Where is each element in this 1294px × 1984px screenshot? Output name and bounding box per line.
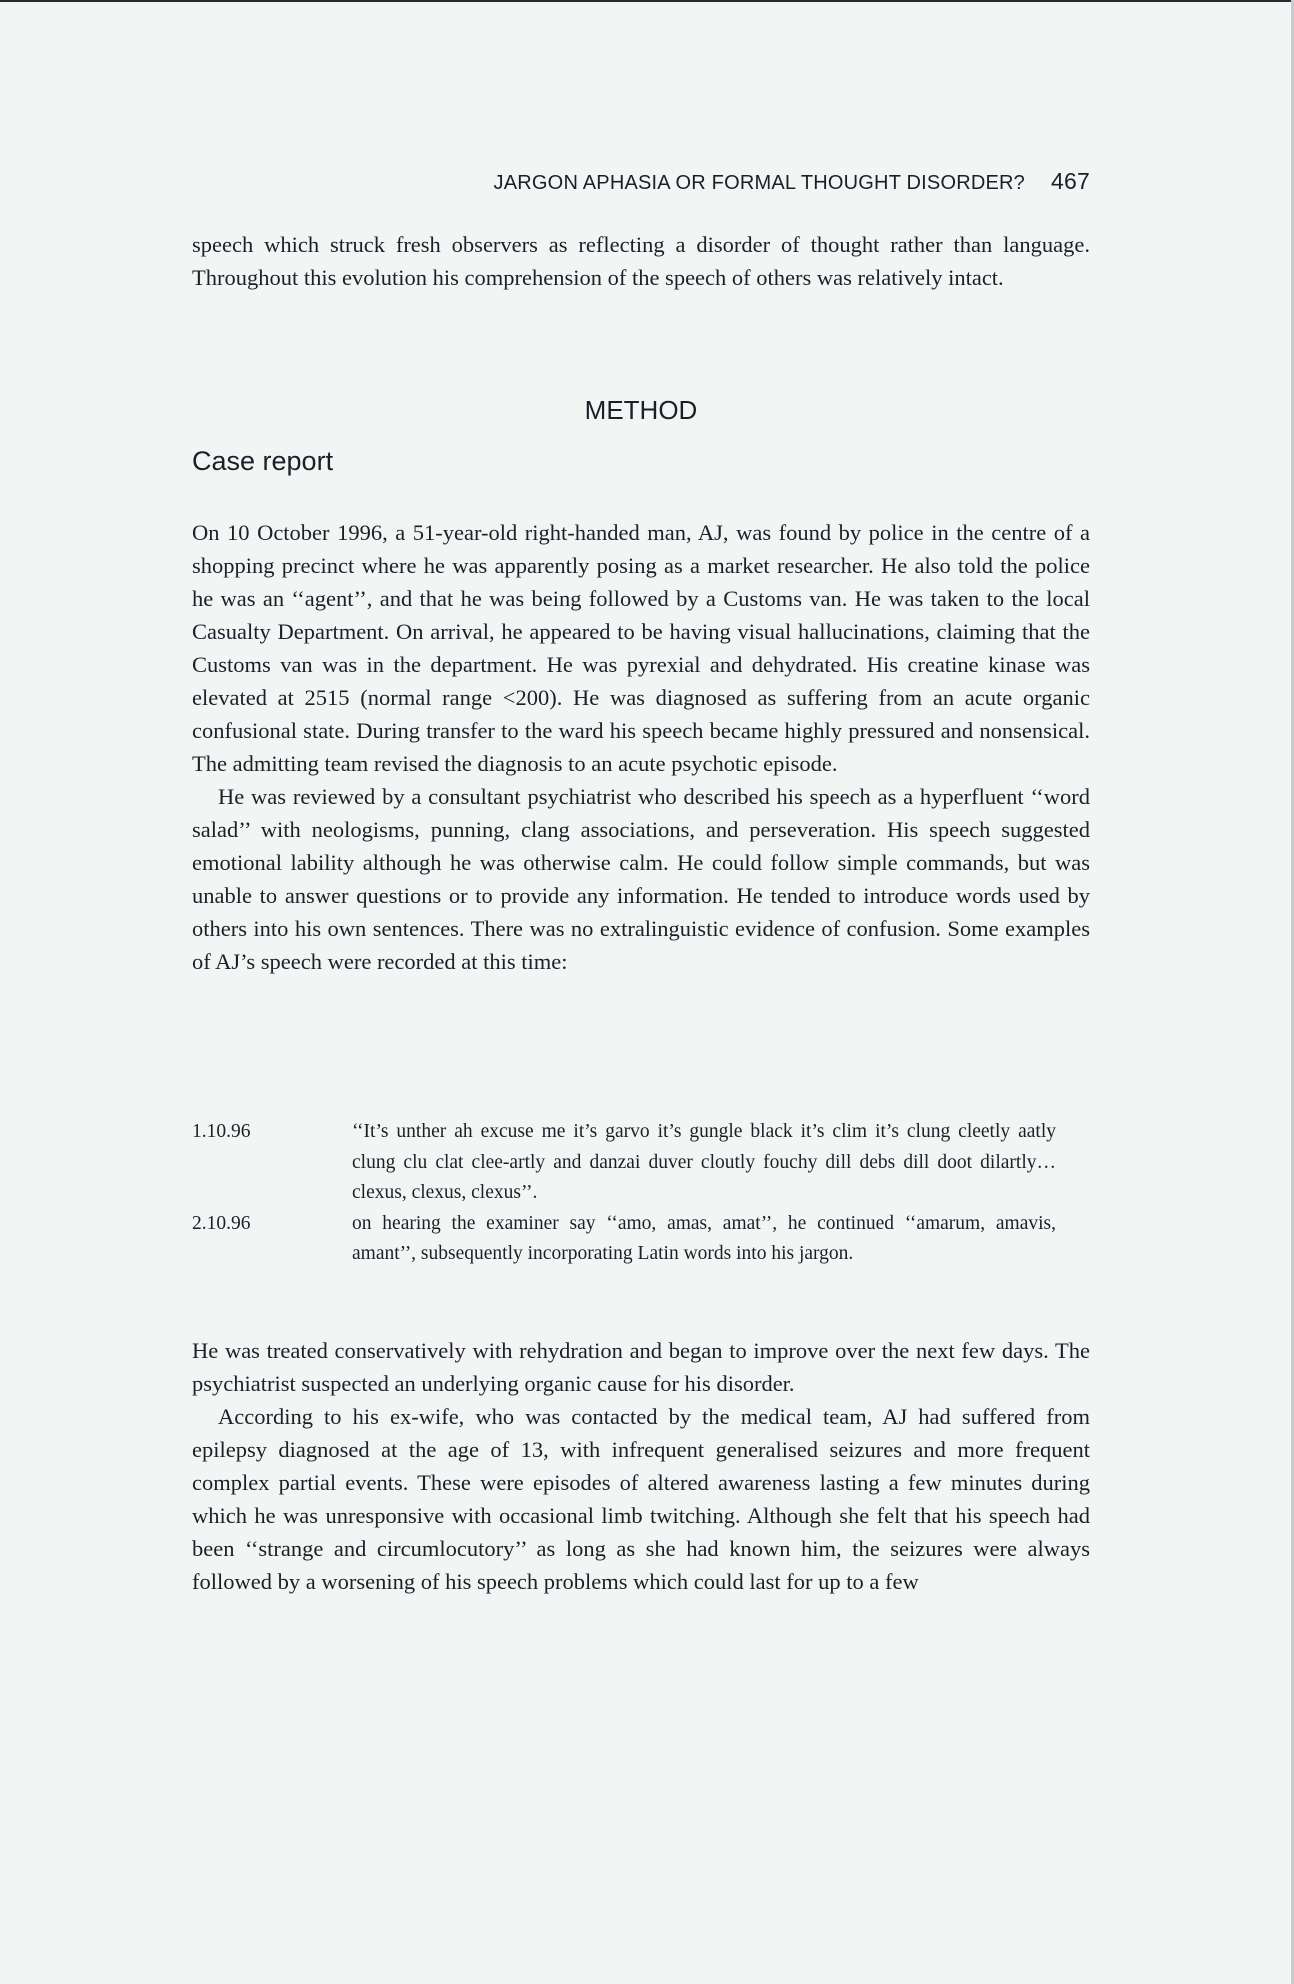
speech-example-date: 2.10.96 — [192, 1212, 251, 1234]
page-number: 467 — [1051, 168, 1090, 194]
running-header — [192, 168, 1090, 195]
case-report-continued — [192, 1334, 1090, 1598]
paragraph-history: According to his ex-wife, who was contacted by the medical team, AJ had suffered from epilepsy diagnosed at the age of 13, with infrequent generalised seizures and more frequent complex partial events. These were episodes of altered awareness lasting a few minutes during which he was unresponsive with occasional limb twitching. Although she felt that his speech had been ‘‘strange and circumlocutory’’ as long as she had known him, the seizures were always followed by a worsening of his speech problems which could last for up to a few — [192, 1404, 1090, 1594]
speech-example-text: ‘‘It’s unther ah excuse me it’s garvo it’s gungle black it’s clim it’s clung cleetly aatly clung clu clat clee-artly and danzai duver cloutly fouchy dill debs dill doot dilartly… clexus, clexus, clexus’’. — [352, 1121, 1056, 1203]
paragraph-case-intro: On 10 October 1996, a 51-year-old right-handed man, AJ, was found by police in the centre of a shopping precinct where he was apparently posing as a market researcher. He also told the police he was an ‘‘agent’’, and that he was being followed by a Customs van. He was taken to the local Casualty Department. On arrival, he appeared to be having visual hallucinations, claiming that the Customs van was in the department. He was pyrexial and dehydrated. His creatine kinase was elevated at 2515 (normal range <200). He was diagnosed as suffering from an acute organic confusional state. During transfer to the ward his speech became highly pressured and nonsensical. The admitting team revised the diagnosis to an acute psychotic episode. — [192, 520, 1090, 776]
speech-example — [192, 1117, 1056, 1209]
speech-example — [192, 1209, 1056, 1270]
intro-paragraph: speech which struck fresh observers as reflecting a disorder of thought rather than language. Throughout this evolution his comprehension of the speech of others was relatively intact. — [192, 232, 1090, 290]
speech-examples — [192, 1117, 1056, 1270]
intro-block — [192, 228, 1090, 294]
paragraph-treatment: He was treated conservatively with rehydration and began to improve over the next few days. The psychiatrist suspected an underlying organic cause for his disorder. — [192, 1338, 1090, 1396]
subsection-heading-case-report: Case report — [192, 446, 334, 476]
paragraph-psychiatrist-review: He was reviewed by a consultant psychiatrist who described his speech as a hyperfluent ‘‘word salad’’ with neologisms, punning, clang associations, and perseveration. His speech suggested emotional lability although he was otherwise calm. He could follow simple commands, but was unable to answer questions or to provide any information. He tended to introduce words used by others into his own sentences. There was no extralinguistic evidence of confusion. Some examples of AJ’s speech were recorded at this time: — [192, 784, 1090, 974]
case-report-body — [192, 516, 1090, 978]
speech-example-text: on hearing the examiner say ‘‘amo, amas, amat’’, he continued ‘‘amarum, amavis, amant’’, subsequently incorporating Latin words into his jargon. — [352, 1212, 1056, 1264]
section-heading-method: METHOD — [584, 395, 698, 425]
page-top-edge — [0, 0, 1294, 2]
speech-example-date: 1.10.96 — [192, 1121, 251, 1142]
running-header-title: JARGON APHASIA OR FORMAL THOUGHT DISORDER? — [493, 172, 1026, 194]
